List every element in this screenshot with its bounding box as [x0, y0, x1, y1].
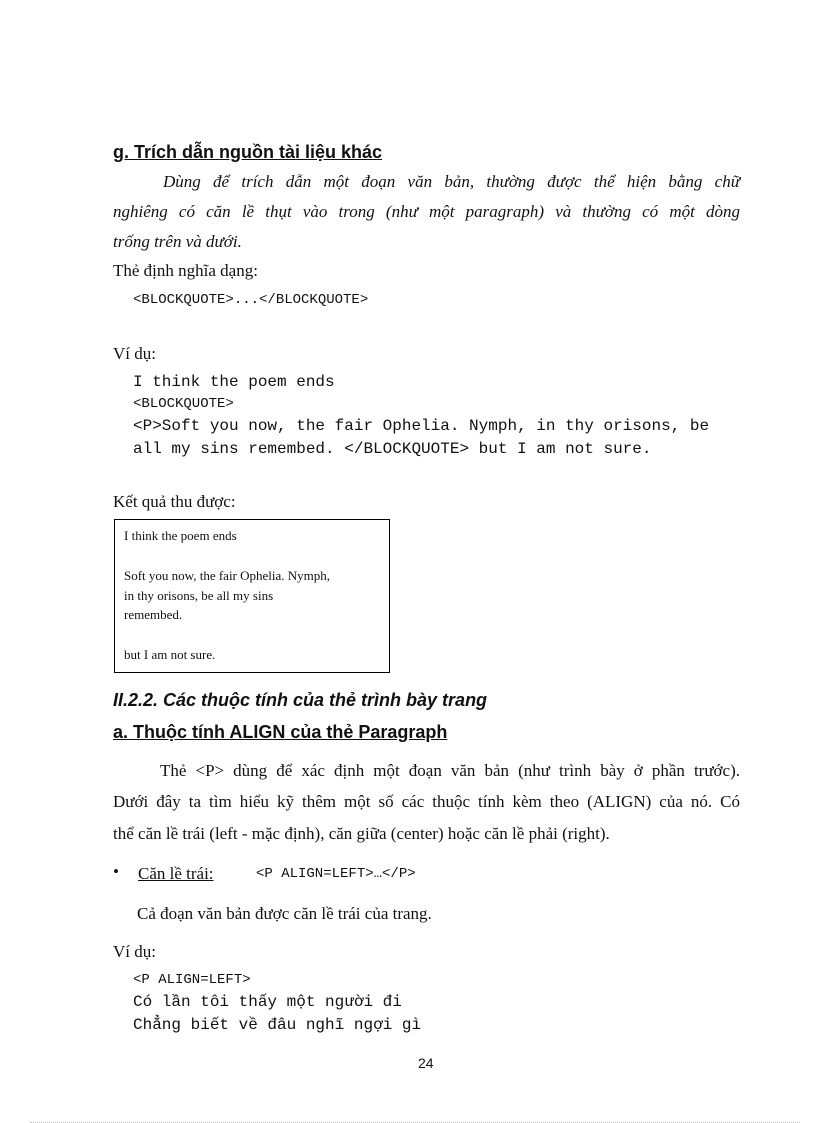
example2-code-line-3: Chẳng biết về đâu nghĩ ngợi gì: [133, 1016, 422, 1034]
result-quote-line-1: Soft you now, the fair Ophelia. Nymph,: [124, 568, 331, 583]
bullet-label: Căn lề trái:: [138, 864, 214, 883]
section-a-para-line-3: thể căn lề trái (left - mặc định), căn giữa (center) hoặc căn lề phải (right).: [113, 824, 610, 843]
result-quote-line-3: remembed.: [124, 607, 183, 622]
example-label: Ví dụ:: [113, 344, 156, 363]
bullet-code: <P ALIGN=LEFT>…</P>: [256, 866, 416, 882]
syntax-label: Thẻ định nghĩa dạng:: [113, 261, 258, 280]
result-line-1: I think the poem ends: [124, 528, 237, 543]
syntax-code: <BLOCKQUOTE>...</BLOCKQUOTE>: [133, 292, 369, 308]
bullet-dot-icon: •: [113, 862, 119, 881]
example-code-line-2: <BLOCKQUOTE>: [133, 396, 234, 412]
section-a-heading: a. Thuộc tính ALIGN của thẻ Paragraph: [113, 722, 448, 742]
example-code-line-1: I think the poem ends: [133, 373, 335, 391]
page-number: 24: [418, 1055, 434, 1071]
section-g-heading: g. Trích dẫn nguồn tài liệu khác: [113, 142, 383, 162]
example2-code-line-1: <P ALIGN=LEFT>: [133, 972, 251, 988]
example2-label: Ví dụ:: [113, 942, 156, 961]
result-quote-line-2: in thy orisons, be all my sins: [124, 588, 274, 603]
bullet-description: Cả đoạn văn bản được căn lề trái của trang.: [137, 904, 432, 923]
section-g-intro-line-2: nghiêng có căn lề thụt vào trong (như một paragraph) và thường có một dòng: [113, 202, 740, 221]
section-ii22-heading: II.2.2. Các thuộc tính của thẻ trình bày trang: [113, 690, 488, 710]
example2-code-line-2: Có lần tôi thấy một người đi: [133, 993, 402, 1011]
example-code-line-3: <P>Soft you now, the fair Ophelia. Nymph, in thy orisons, be: [133, 417, 710, 435]
section-g-intro-line-3: trống trên và dưới.: [113, 232, 242, 251]
result-label: Kết quả thu được:: [113, 492, 236, 511]
example-code-line-4: all my sins remembed. </BLOCKQUOTE> but I am not sure.: [133, 440, 652, 458]
section-a-para-line-1: Thẻ <P> dùng để xác định một đoạn văn bản (như trình bày ở phần trước).: [160, 761, 740, 780]
section-g-intro-line-1: Dùng để trích dẫn một đoạn văn bản, thường được thể hiện bằng chữ: [163, 172, 740, 191]
section-a-para-line-2: Dưới đây ta tìm hiểu kỹ thêm một số các thuộc tính kèm theo (ALIGN) của nó. Có: [113, 792, 740, 811]
result-preview-box: [114, 519, 390, 673]
result-line-last: but I am not sure.: [124, 647, 216, 662]
